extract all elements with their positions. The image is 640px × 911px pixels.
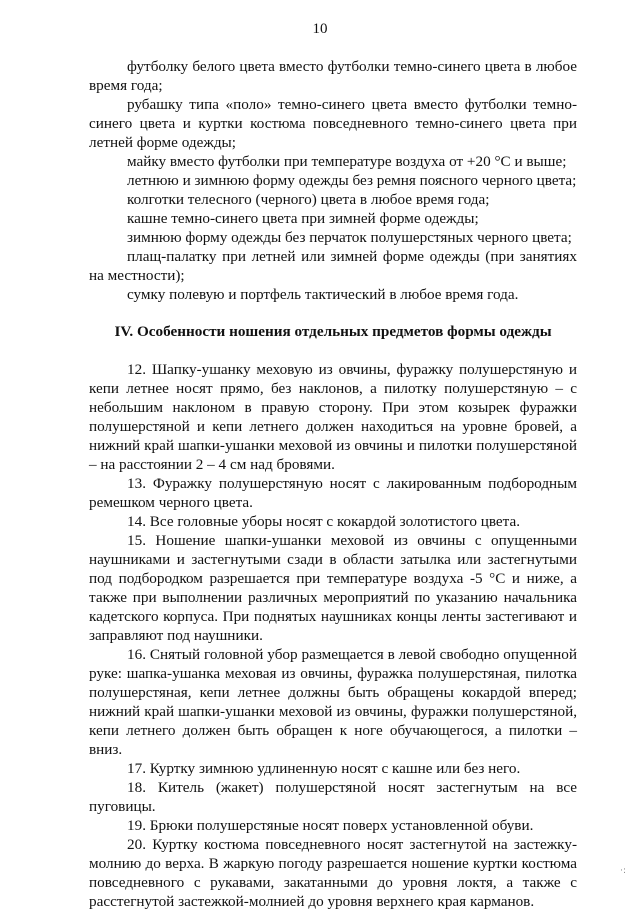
paragraph-15: 15. Ношение шапки-ушанки меховой из овчины с опущенными наушниками и застегнутыми сзади в области затылка или застегнутыми под подбородком разрешается при температуре воздуха -5 °С и ниже, а также при выполнении различных мероприятий по указанию начальника кадетского корпуса. При поднятых наушниках концы ленты застегивают и заправляют под наушники. xyxy=(89,532,577,644)
list-item: рубашку типа «поло» темно-синего цвета вместо футболки темно-синего цвета и куртки костюма повседневного темно-синего цвета при летней форме одежды; xyxy=(89,96,577,151)
paragraph-17: 17. Куртку зимнюю удлиненную носят с кашне или без него. xyxy=(127,760,521,777)
section-heading: IV. Особенности ношения отдельных предметов формы одежды xyxy=(114,323,552,340)
page-number: 10 xyxy=(312,21,328,37)
paragraph-14: 14. Все головные уборы носят с кокардой золотистого цвета. xyxy=(127,513,521,530)
paragraph-18: 18. Китель (жакет) полушерстяной носят застегнутым на все пуговицы. xyxy=(89,779,577,815)
paragraph-16: 16. Снятый головной убор размещается в левой свободно опущенной руке: шапка-ушанка меховая из овчины, фуражка полушерстяная, пилотка полушерстяная, кепи летнее должны быть обращены кокардой вперед; нижний край шапки-ушанки меховой из овчины, фуражки полушерстяной, кепи летнего должен быть обращен к ноге обучающегося, а пилотки – вниз. xyxy=(89,646,577,758)
list-item: сумку полевую и портфель тактический в любое время года. xyxy=(127,286,519,303)
list-item: плащ-палатку при летней или зимней форме одежды (при занятиях на местности); xyxy=(89,248,577,284)
document-body xyxy=(89,57,577,911)
list-item: зимнюю форму одежды без перчаток полушерстяных черного цвета; xyxy=(127,229,572,246)
list-item: футболку белого цвета вместо футболки темно-синего цвета в любое время года; xyxy=(89,58,577,94)
paragraph-19: 19. Брюки полушерстяные носят поверх установленной обуви. xyxy=(127,817,534,834)
list-item: кашне темно-синего цвета при зимней форме одежды; xyxy=(127,210,479,227)
list-item: майку вместо футболки при температуре воздуха от +20 °С и выше; xyxy=(127,153,567,170)
list-item: колготки телесного (черного) цвета в любое время года; xyxy=(127,191,490,208)
list-item: летнюю и зимнюю форму одежды без ремня поясного черного цвета; xyxy=(127,172,577,189)
paragraph-20: 20. Куртку костюма повседневного носят застегнутой на застежку-молнию до верха. В жаркую погоду разрешается ношение куртки костюма повседневного с рукавами, закатанными до уровня локтя, а также с расстегнутой застежкой-молнией до уровня верхнего края карманов. xyxy=(89,836,577,910)
scan-artifact: ·: xyxy=(620,866,626,876)
paragraph-12: 12. Шапку-ушанку меховую из овчины, фуражку полушерстяную и кепи летнее носят прямо, без наклонов, а пилотку полушерстяную – с небольшим наклоном в правую сторону. При этом козырек фуражки полушерстяной и кепи летнего должен находиться на уровне бровей, а нижний край шапки-ушанки меховой из овчины и пилотки полушерстяной – на расстоянии 2 – 4 см над бровями. xyxy=(89,361,577,473)
paragraph-13: 13. Фуражку полушерстяную носят с лакированным подбородным ремешком черного цвета. xyxy=(89,475,577,511)
